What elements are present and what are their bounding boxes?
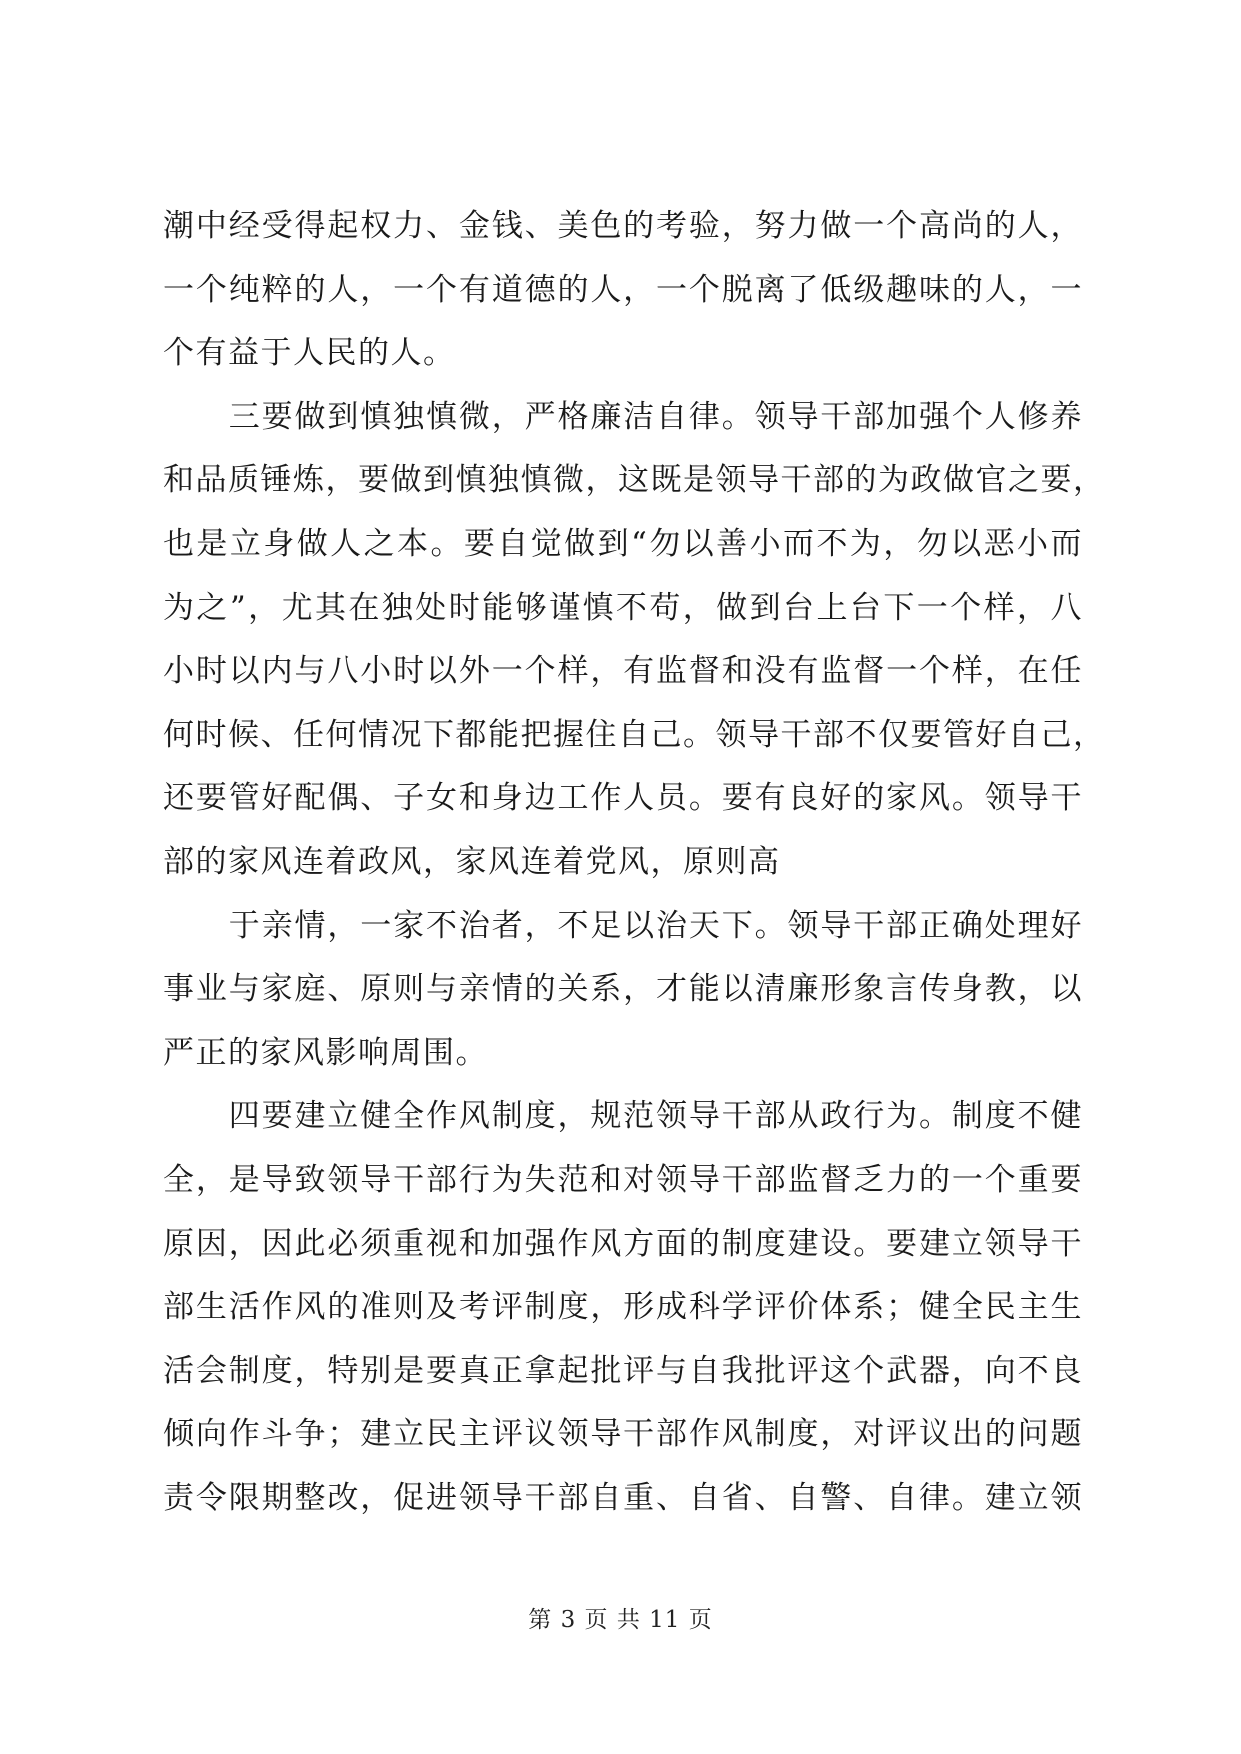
text-line: 倾向作斗争；建立民主评议领导干部作风制度，对评议出的问题 (163, 1416, 1083, 1453)
text-line: 三要做到慎独慎微，严格廉洁自律。领导干部加强个人修养 (163, 398, 1083, 435)
text-line: 为之”，尤其在独处时能够谨慎不苟，做到台上台下一个样，八 (163, 589, 1083, 626)
text-line: 严正的家风影响周围。 (163, 1034, 488, 1071)
text-line: 全，是导致领导干部行为失范和对领导干部监督乏力的一个重要 (163, 1161, 1083, 1198)
page-footer: 第 3 页 共 11 页 (528, 1607, 713, 1633)
text-line: 潮中经受得起权力、金钱、美色的考验，努力做一个高尚的人， (163, 208, 1083, 244)
text-line: 和品质锤炼，要做到慎独慎微，这既是领导干部的为政做官之要， (163, 462, 1106, 499)
text-line: 事业与家庭、原则与亲情的关系，才能以清廉形象言传身教，以 (163, 971, 1083, 1008)
text-line: 原因，因此必须重视和加强作风方面的制度建设。要建立领导干 (163, 1225, 1083, 1262)
text-line: 一个纯粹的人，一个有道德的人，一个脱离了低级趣味的人，一 (163, 271, 1083, 308)
text-line: 部的家风连着政风，家风连着党风，原则高 (163, 843, 781, 880)
text-line: 也是立身做人之本。要自觉做到“勿以善小而不为，勿以恶小而 (163, 525, 1083, 562)
text-line: 部生活作风的准则及考评制度，形成科学评价体系；健全民主生 (163, 1289, 1083, 1326)
text-line: 于亲情，一家不治者，不足以治天下。领导干部正确处理好 (163, 907, 1083, 944)
text-line: 小时以内与八小时以外一个样，有监督和没有监督一个样，在任 (163, 653, 1083, 690)
body-text (163, 195, 1106, 1530)
text-line: 何时候、任何情况下都能把握住自己。领导干部不仅要管好自己， (163, 716, 1106, 753)
text-line: 活会制度，特别是要真正拿起批评与自我批评这个武器，向不良 (163, 1352, 1083, 1389)
text-line: 个有益于人民的人。 (163, 335, 456, 372)
text-line: 责令限期整改，促进领导干部自重、自省、自警、自律。建立领 (163, 1479, 1083, 1516)
text-line: 四要建立健全作风制度，规范领导干部从政行为。制度不健 (163, 1098, 1083, 1135)
text-line: 还要管好配偶、子女和身边工作人员。要有良好的家风。领导干 (163, 780, 1083, 817)
